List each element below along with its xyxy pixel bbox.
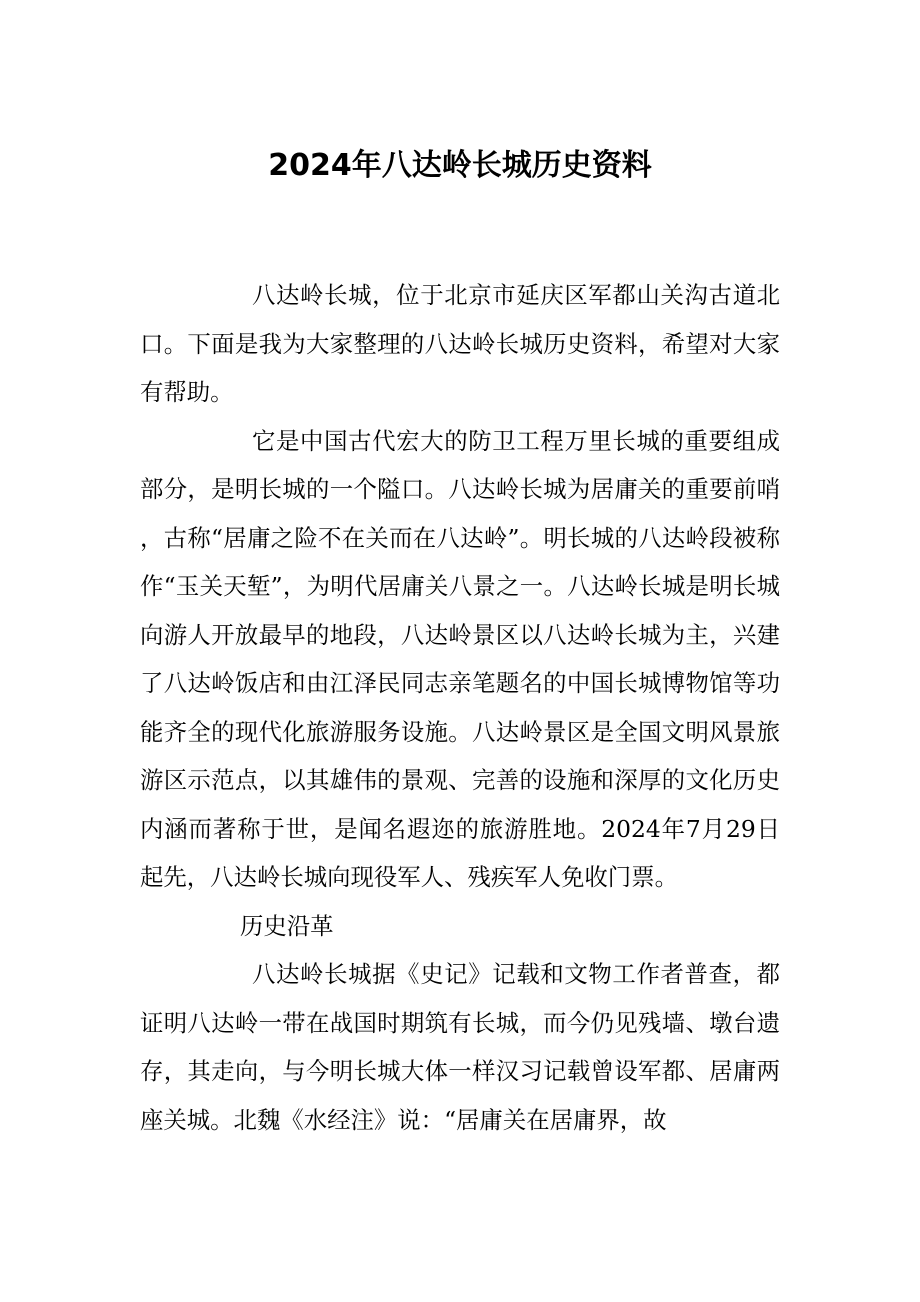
section-heading-history: 历史沿革 <box>240 911 334 940</box>
document-body <box>140 271 780 1144</box>
history-paragraph: 八达岭长城据《史记》记载和文物工作者普查，都证明八达岭一带在战国时期筑有长城，而今仍见残墙、墩台遗存，其走向，与今明长城大体一样汉习记载曾设军都、居庸两座关城。北魏《水经注》说：“居庸关在居庸界，故 <box>140 960 780 1134</box>
overview-paragraph: 它是中国古代宏大的防卫工程万里长城的重要组成部分，是明长城的一个隘口。八达岭长城为居庸关的重要前哨，古称“居庸之险不在关而在八达岭”。明长城的八达岭段被称作“玉关天堑”，为明代居庸关八景之一。八达岭长城是明长城向游人开放最早的地段，八达岭景区以八达岭长城为主，兴建了八达岭饭店和由江泽民同志亲笔题名的中国长城博物馆等功能齐全的现代化旅游服务设施。八达岭景区是全国文明风景旅游区示范点，以其雄伟的景观、完善的设施和深厚的文化历史内涵而著称于世，是闻名遐迩的旅游胜地。2024年7月29日起先，八达岭长城向现役军人、残疾军人免收门票。 <box>140 426 780 891</box>
document-title: 2024年八达岭长城历史资料 <box>268 148 652 183</box>
intro-paragraph: 八达岭长城，位于北京市延庆区军都山关沟古道北口。下面是我为大家整理的八达岭长城历史资料，希望对大家有帮助。 <box>140 281 780 406</box>
